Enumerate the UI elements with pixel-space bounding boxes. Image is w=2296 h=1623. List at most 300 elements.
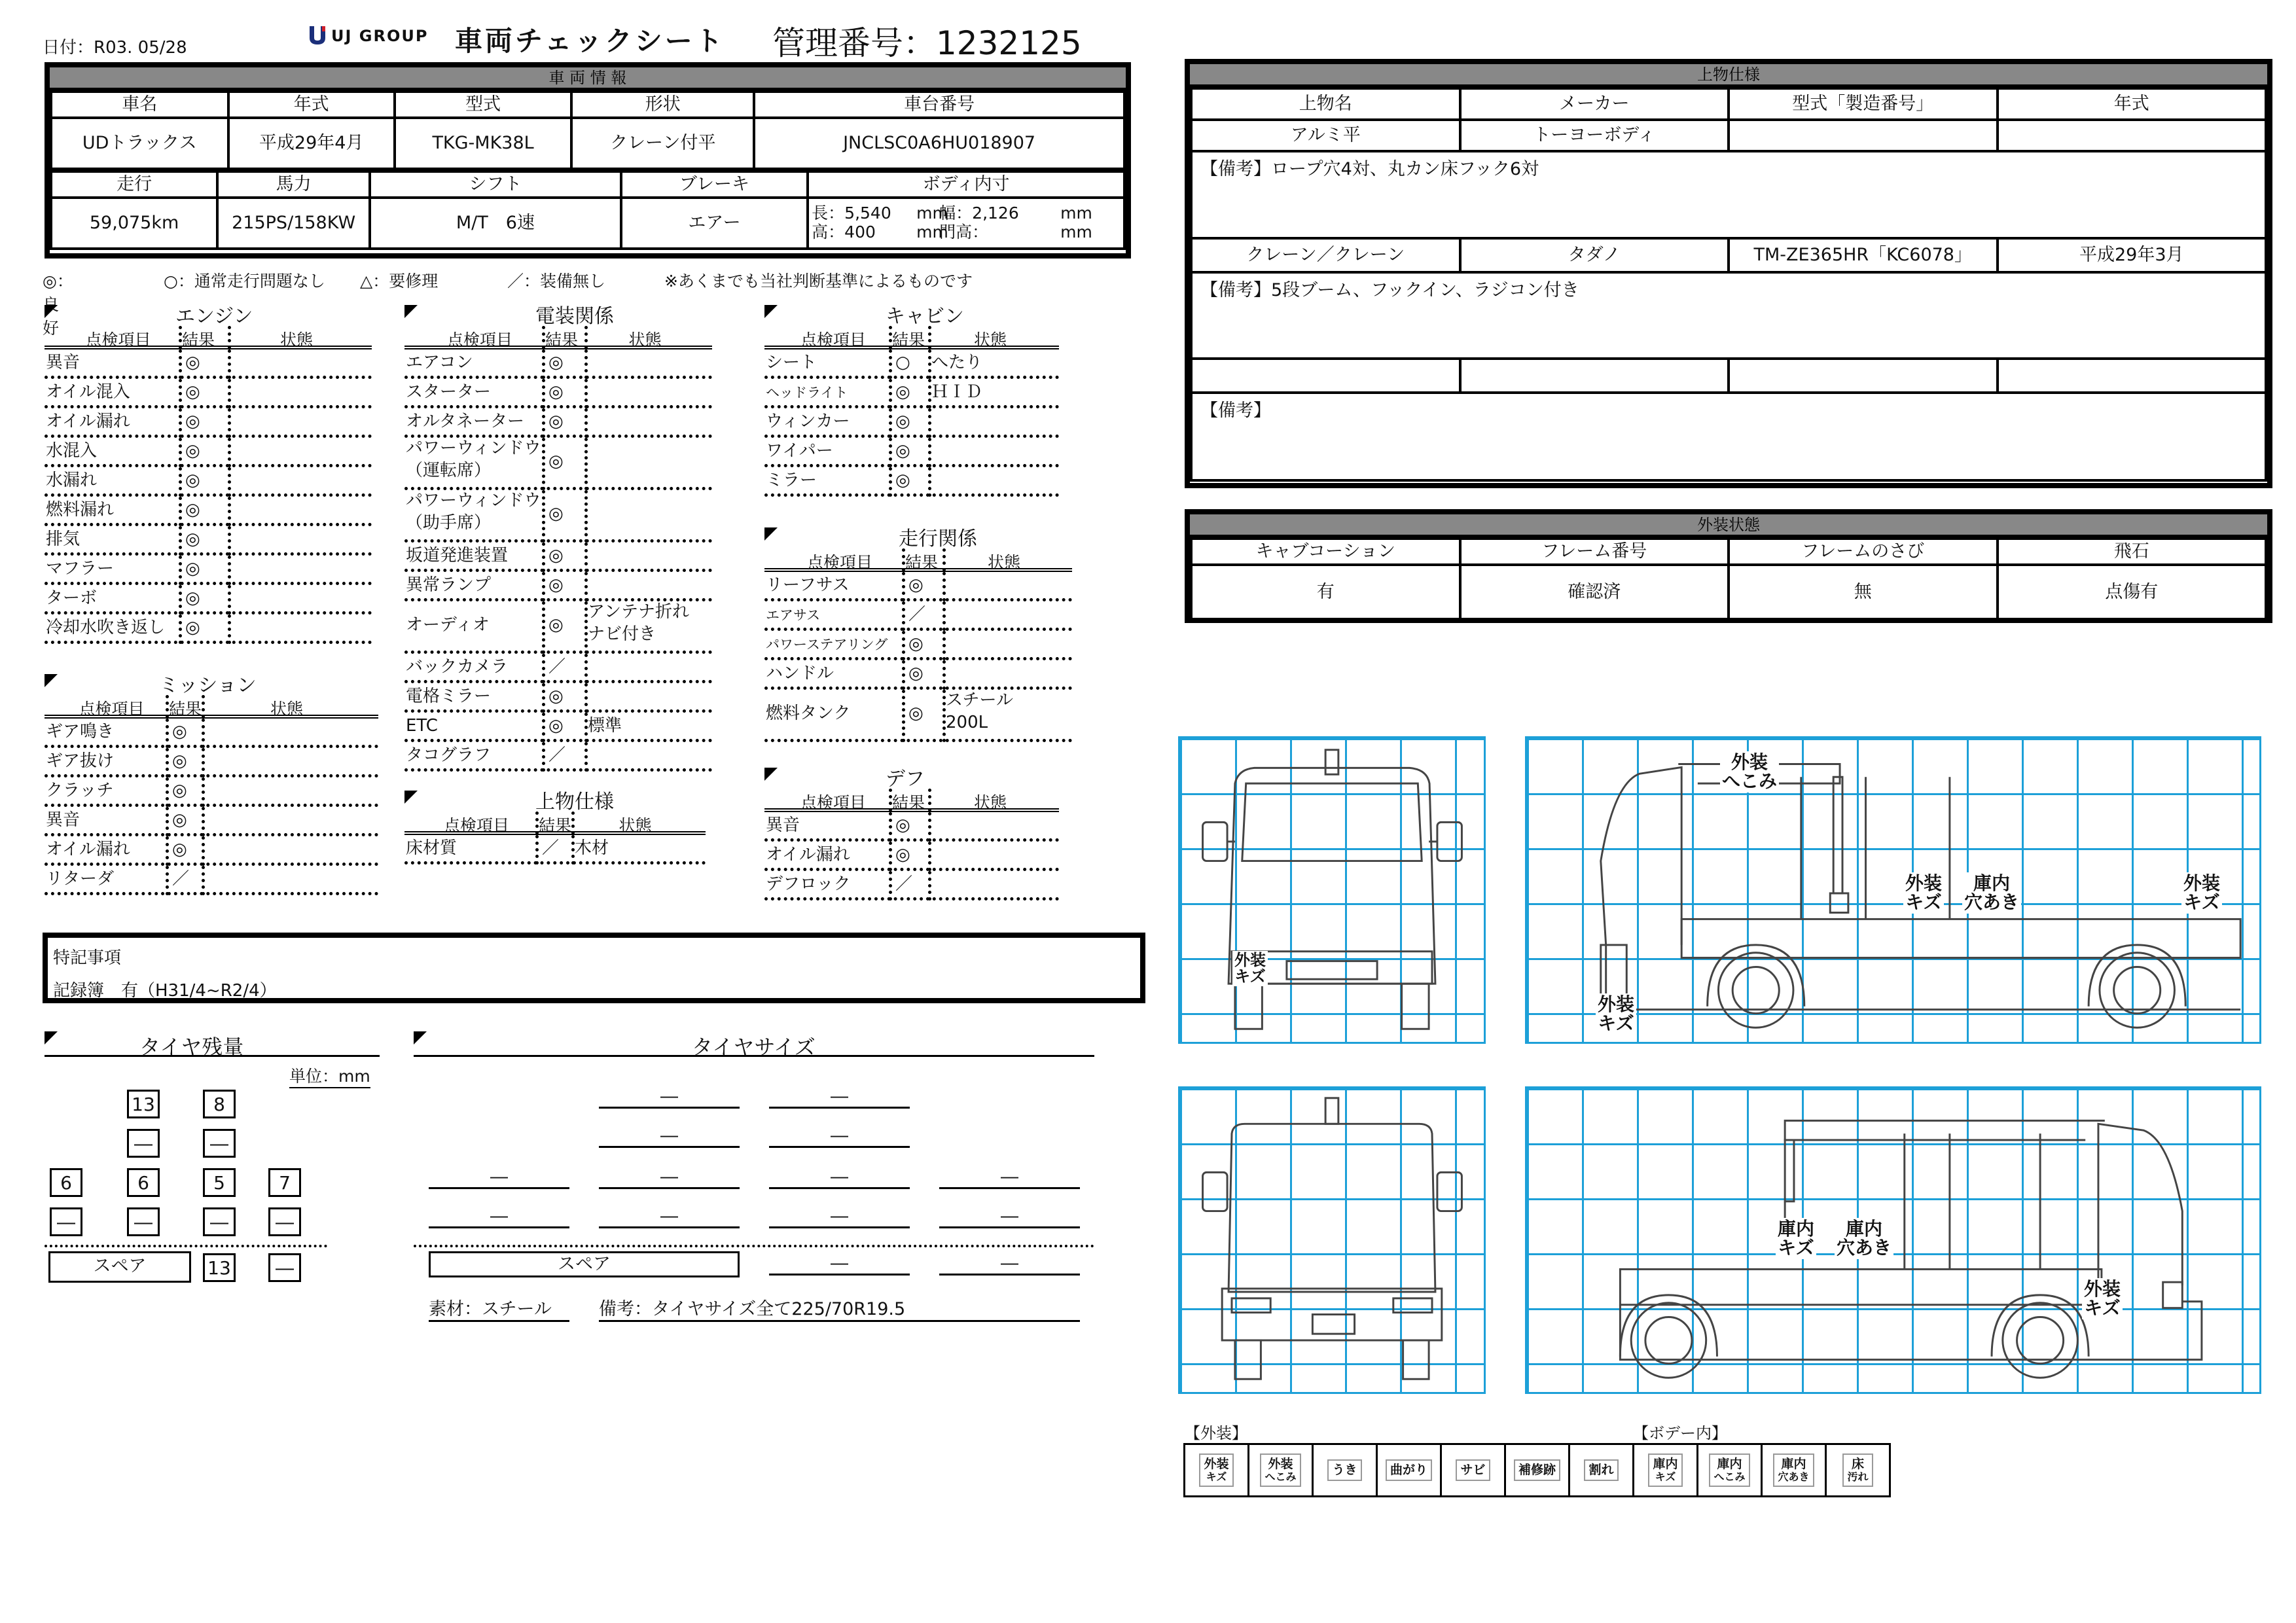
inspection-row bbox=[764, 601, 1072, 631]
item-name: 異音 bbox=[766, 815, 800, 835]
col-divider bbox=[889, 438, 892, 467]
item-name: ウィンカー bbox=[766, 412, 850, 431]
item-name: リーフサス bbox=[766, 575, 850, 595]
col-divider bbox=[584, 349, 588, 379]
item-result: ◎ bbox=[185, 618, 200, 637]
sheet-title: 車両チェックシート bbox=[455, 25, 725, 57]
inspection-row bbox=[764, 572, 1072, 601]
col-divider bbox=[542, 379, 545, 408]
mark-legend-badge bbox=[1648, 1454, 1682, 1486]
col-item: 点検項目 bbox=[79, 700, 145, 719]
diff-title: デフ bbox=[886, 768, 925, 791]
item-name: エアコン bbox=[406, 353, 473, 372]
dim-gate-unit: mm bbox=[1060, 223, 1092, 241]
mark-legend-cell bbox=[1249, 1444, 1313, 1497]
h-car-name: 車名 bbox=[51, 92, 228, 118]
diff-section bbox=[764, 762, 1059, 901]
item-result: ／ bbox=[895, 874, 913, 894]
item-result: ◎ bbox=[548, 382, 564, 402]
item-result: ◎ bbox=[895, 845, 910, 865]
item-result: ◎ bbox=[548, 615, 564, 635]
col-divider bbox=[902, 572, 905, 601]
mark-legend-badge bbox=[1842, 1454, 1873, 1486]
item-state: アンテナ折れ bbox=[588, 602, 689, 622]
mark-legend-subtext: 穴あき bbox=[1778, 1471, 1810, 1484]
tire-size-divider bbox=[414, 1245, 1094, 1247]
h-shape: 形状 bbox=[571, 92, 754, 118]
col-divider bbox=[928, 379, 931, 408]
mark-legend-cell bbox=[1185, 1444, 1249, 1497]
tire-unit: 単位：mm bbox=[289, 1063, 370, 1088]
col-divider bbox=[928, 871, 931, 901]
item-result: ◎ bbox=[172, 751, 187, 771]
inspection-row bbox=[764, 467, 1059, 497]
mission-title: ミッション bbox=[159, 674, 257, 697]
logo-text: UJ GROUP bbox=[331, 27, 429, 45]
item-result: ◎ bbox=[908, 634, 924, 654]
up-r2-name: クレーン／クレーン bbox=[1191, 238, 1460, 272]
up-h-name: 上物名 bbox=[1191, 88, 1460, 120]
tsize-r6: ― bbox=[599, 1206, 740, 1228]
section-marker-icon bbox=[764, 527, 778, 541]
item-name: 床材質 bbox=[406, 838, 457, 858]
col-divider bbox=[179, 408, 182, 438]
col-divider bbox=[902, 631, 905, 660]
col-divider bbox=[166, 748, 169, 777]
item-name: ギア鳴き bbox=[46, 722, 115, 741]
col-divider bbox=[942, 660, 946, 690]
col-divider bbox=[571, 835, 575, 865]
special-notes-text: 記録簿 有（H31/4~R2/4） bbox=[53, 981, 277, 1001]
uj-logo-icon bbox=[308, 25, 327, 47]
item-name: スターター bbox=[406, 382, 492, 402]
h-brake: ブレーキ bbox=[621, 171, 808, 198]
col-divider bbox=[889, 326, 892, 349]
col-divider bbox=[542, 326, 545, 349]
item-name: 異音 bbox=[46, 353, 81, 372]
col-divider bbox=[889, 349, 892, 379]
col-item: 点検項目 bbox=[444, 816, 510, 835]
mark-legend-badge bbox=[1199, 1454, 1233, 1486]
item-state: 木材 bbox=[575, 838, 609, 858]
item-name: タコグラフ bbox=[406, 745, 492, 765]
inspection-row bbox=[45, 807, 378, 836]
inspection-row bbox=[764, 349, 1059, 379]
col-state: 状態 bbox=[628, 330, 662, 349]
item-result: ◎ bbox=[908, 704, 924, 723]
mark-legend-text: 外装 bbox=[1268, 1457, 1293, 1472]
inspection-row bbox=[404, 379, 712, 408]
ext-v-cab: 有 bbox=[1191, 565, 1460, 620]
mark-left-scratch-3: 外装 キズ bbox=[1596, 993, 1636, 1035]
col-divider bbox=[202, 719, 205, 748]
tsize-r8: ― bbox=[939, 1206, 1080, 1228]
col-divider bbox=[584, 742, 588, 772]
tire-front-right: 8 bbox=[203, 1090, 236, 1118]
col-divider bbox=[202, 777, 205, 807]
item-result: ／ bbox=[548, 745, 566, 765]
col-divider bbox=[928, 349, 931, 379]
up-r3-name bbox=[1191, 359, 1460, 393]
item-name: マフラー bbox=[46, 559, 115, 579]
col-divider bbox=[166, 866, 169, 895]
inspection-row bbox=[404, 654, 712, 683]
col-divider bbox=[166, 719, 169, 748]
col-divider bbox=[166, 777, 169, 807]
mark-legend-cell bbox=[1570, 1444, 1634, 1497]
col-divider bbox=[584, 572, 588, 601]
tire-rear-1: 6 bbox=[50, 1168, 82, 1197]
col-divider bbox=[542, 543, 545, 572]
mark-legend-cell bbox=[1762, 1444, 1826, 1497]
col-state: 状態 bbox=[974, 793, 1007, 812]
col-divider bbox=[902, 601, 905, 631]
upper_small-title: 上物仕様 bbox=[535, 791, 614, 813]
section-marker-icon bbox=[414, 1031, 427, 1044]
h-body-dims: ボディ内寸 bbox=[808, 171, 1124, 198]
item-name: ワイパー bbox=[766, 441, 833, 461]
mark-legend-text: 曲がり bbox=[1390, 1463, 1427, 1478]
inspection-row bbox=[764, 408, 1059, 438]
item-name: パワーウィンドウ bbox=[406, 438, 541, 458]
item-name-sub: （運転席） bbox=[406, 461, 492, 480]
tire-front-right-2: ― bbox=[203, 1129, 236, 1158]
mark-legend-badge bbox=[1386, 1459, 1432, 1481]
item-state-sub: ナビ付き bbox=[588, 624, 656, 644]
inspection-row bbox=[764, 871, 1059, 901]
col-divider bbox=[179, 615, 182, 644]
item-result: ◎ bbox=[548, 575, 564, 595]
col-divider bbox=[228, 615, 231, 644]
col-divider bbox=[202, 695, 205, 718]
col-divider bbox=[584, 601, 588, 654]
electric-section bbox=[404, 300, 712, 772]
upper-spec-table bbox=[1185, 59, 2272, 488]
v-mileage: 59,075km bbox=[51, 198, 217, 249]
exterior-state-table bbox=[1185, 509, 2272, 623]
item-result: ◎ bbox=[185, 382, 200, 402]
col-item: 点検項目 bbox=[807, 553, 873, 572]
ext-h-frame-no: フレーム番号 bbox=[1460, 539, 1729, 565]
v-body-dims bbox=[808, 198, 1124, 249]
truck-rear-outline bbox=[1180, 1088, 1484, 1392]
inspection-row bbox=[764, 631, 1072, 660]
legend-body-label: 【ボデー内】 bbox=[1633, 1424, 1727, 1442]
mark-legend-subtext: へこみ bbox=[1265, 1471, 1297, 1484]
inspection-row bbox=[404, 349, 712, 379]
col-divider bbox=[166, 807, 169, 836]
tsize-fr: ― bbox=[769, 1086, 910, 1109]
item-name: オルタネーター bbox=[406, 412, 524, 431]
dim-height-unit: mm bbox=[916, 223, 948, 241]
inspection-row bbox=[45, 526, 372, 556]
item-result: ◎ bbox=[172, 810, 187, 830]
v-shape: クレーン付平 bbox=[571, 118, 754, 169]
item-name: オイル混入 bbox=[46, 382, 130, 402]
col-divider bbox=[535, 812, 539, 834]
mark-left-scratch-2: 外装 キズ bbox=[2181, 872, 2222, 914]
mark-legend-text: サビ bbox=[1460, 1463, 1486, 1478]
mark-left-dent: 外装 へこみ bbox=[1720, 751, 1779, 793]
item-name: ミラー bbox=[766, 471, 817, 490]
up-r1-model bbox=[1729, 120, 1998, 151]
section-marker-icon bbox=[404, 791, 418, 804]
engine-section bbox=[45, 300, 372, 644]
mark-legend-cell bbox=[1634, 1444, 1698, 1497]
item-result: ◎ bbox=[548, 687, 564, 706]
item-result: ◎ bbox=[185, 353, 200, 372]
col-divider bbox=[942, 631, 946, 660]
up-note-1: 【備考】ロープ穴4対、丸カン床フック6対 bbox=[1191, 151, 2266, 238]
col-divider bbox=[179, 556, 182, 585]
vehicle-info-heading: 車 両 情 報 bbox=[50, 67, 1126, 90]
item-result: ◎ bbox=[908, 664, 924, 683]
mark-legend-cell bbox=[1826, 1444, 1890, 1497]
tsize-fl: ― bbox=[599, 1086, 740, 1109]
mark-legend-badge bbox=[1456, 1459, 1490, 1481]
mark-legend-cell bbox=[1313, 1444, 1377, 1497]
right-side-view-grid bbox=[1525, 1086, 2261, 1394]
v-year: 平成29年4月 bbox=[228, 118, 395, 169]
col-divider bbox=[889, 408, 892, 438]
col-divider bbox=[902, 548, 905, 571]
col-divider bbox=[542, 490, 545, 543]
h-year: 年式 bbox=[228, 92, 395, 118]
col-divider bbox=[584, 713, 588, 742]
item-name: リターダ bbox=[46, 869, 115, 889]
upper-spec-heading: 上物仕様 bbox=[1190, 64, 2267, 87]
tsize-r5: ― bbox=[429, 1206, 569, 1228]
mark-left-scratch-1: 外装 キズ bbox=[1903, 872, 1944, 914]
legend-none: ／：装備無し bbox=[507, 272, 606, 291]
col-result: 結果 bbox=[545, 330, 579, 349]
tire-size-title: タイヤサイズ bbox=[692, 1035, 816, 1060]
item-name: シート bbox=[766, 353, 817, 372]
tsize-spare-2: ― bbox=[939, 1253, 1080, 1275]
inspection-row bbox=[45, 349, 372, 379]
electric-title: 電装関係 bbox=[535, 305, 614, 328]
h-model: 型式 bbox=[395, 92, 572, 118]
mark-legend-subtext: キズ bbox=[1655, 1471, 1676, 1484]
mark-legend-cell bbox=[1377, 1444, 1441, 1497]
col-item: 点検項目 bbox=[85, 330, 151, 349]
special-notes-title: 特記事項 bbox=[53, 948, 122, 968]
running-title: 走行関係 bbox=[899, 527, 977, 550]
item-name: 水漏れ bbox=[46, 471, 98, 490]
inspection-row bbox=[404, 713, 712, 742]
item-name: 異常ランプ bbox=[406, 575, 492, 595]
col-divider bbox=[228, 349, 231, 379]
cabin-section bbox=[764, 300, 1059, 497]
inspection-row bbox=[45, 719, 378, 748]
v-chassis: JNCLSC0A6HU018907 bbox=[754, 118, 1124, 169]
col-divider bbox=[928, 408, 931, 438]
mark-left-inside-hole: 庫内 穴あき bbox=[1962, 872, 2021, 914]
col-divider bbox=[202, 807, 205, 836]
item-result: ◎ bbox=[172, 722, 187, 741]
col-divider bbox=[542, 742, 545, 772]
col-divider bbox=[542, 683, 545, 713]
col-divider bbox=[179, 497, 182, 526]
item-name: ETC bbox=[406, 716, 438, 736]
col-divider bbox=[902, 690, 905, 742]
mark-legend-text: うき bbox=[1332, 1463, 1357, 1478]
tire-spare-label: スペア bbox=[48, 1251, 191, 1283]
col-divider bbox=[179, 438, 182, 467]
mark-legend-cell bbox=[1698, 1444, 1762, 1497]
col-divider bbox=[228, 408, 231, 438]
up-r3-model bbox=[1729, 359, 1998, 393]
tire-remaining-title: タイヤ残量 bbox=[139, 1035, 244, 1060]
tire-rear-7: ― bbox=[203, 1207, 236, 1236]
cabin-title: キャビン bbox=[886, 305, 964, 328]
mark-legend-badge bbox=[1327, 1459, 1361, 1481]
col-divider bbox=[942, 572, 946, 601]
item-name: 坂道発進装置 bbox=[406, 546, 509, 565]
inspection-row bbox=[45, 438, 372, 467]
col-divider bbox=[928, 812, 931, 842]
item-name: パワーステアリング bbox=[766, 637, 888, 652]
item-name: オーディオ bbox=[406, 615, 490, 635]
mark-legend-subtext: 汚れ bbox=[1847, 1471, 1869, 1484]
col-item: 点検項目 bbox=[447, 330, 513, 349]
col-divider bbox=[928, 467, 931, 497]
item-name: オイル漏れ bbox=[46, 412, 130, 431]
item-result: ◎ bbox=[548, 353, 564, 372]
col-divider bbox=[889, 379, 892, 408]
dim-width: 幅：2,126 bbox=[939, 204, 1019, 223]
mark-right-inside-hole: 庫内 穴あき bbox=[1835, 1218, 1893, 1259]
tire-remaining-heading bbox=[45, 1031, 380, 1060]
v-shift: M/T 6速 bbox=[370, 198, 621, 249]
col-divider bbox=[584, 654, 588, 683]
tsize-spare-1: ― bbox=[769, 1253, 910, 1275]
item-name: ハンドル bbox=[766, 664, 834, 683]
col-divider bbox=[584, 379, 588, 408]
mark-legend-badge bbox=[1709, 1454, 1749, 1486]
tire-size-spare-label: スペア bbox=[429, 1251, 740, 1277]
tire-rear-5: ― bbox=[50, 1207, 82, 1236]
item-name-sub: （助手席） bbox=[406, 513, 492, 533]
mark-legend-cell bbox=[1441, 1444, 1505, 1497]
vehicle-info-table bbox=[45, 62, 1131, 259]
h-mileage: 走行 bbox=[51, 171, 217, 198]
item-name: 燃料タンク bbox=[766, 704, 851, 723]
tsize-r1: ― bbox=[429, 1167, 569, 1189]
section-marker-icon bbox=[764, 305, 778, 318]
tire-front-left: 13 bbox=[127, 1090, 160, 1118]
item-result: ◎ bbox=[172, 781, 187, 800]
tire-rear-4: 7 bbox=[268, 1168, 301, 1197]
item-state: ＨＩＤ bbox=[931, 382, 983, 402]
col-divider bbox=[179, 585, 182, 615]
col-state: 状態 bbox=[280, 330, 314, 349]
mission-section bbox=[45, 669, 378, 895]
col-divider bbox=[228, 467, 231, 497]
col-divider bbox=[584, 408, 588, 438]
inspection-row bbox=[45, 748, 378, 777]
item-result: ◎ bbox=[895, 382, 910, 402]
running-section bbox=[764, 522, 1072, 742]
mark-legend-text: 割れ bbox=[1588, 1463, 1614, 1478]
v-power: 215PS/158KW bbox=[217, 198, 370, 249]
legend-ok: ○：通常走行問題なし bbox=[164, 272, 325, 291]
dim-height: 高：400 bbox=[812, 223, 876, 241]
mark-legend-text: 庫内 bbox=[1717, 1457, 1742, 1472]
item-result: ◎ bbox=[185, 588, 200, 608]
dim-length-unit: mm bbox=[916, 204, 948, 223]
col-state: 状態 bbox=[270, 700, 304, 719]
col-divider bbox=[584, 326, 588, 349]
item-result: ◎ bbox=[895, 441, 910, 461]
item-result: ◎ bbox=[548, 716, 564, 736]
mark-legend-text: 庫内 bbox=[1781, 1457, 1806, 1472]
item-result: ／ bbox=[542, 838, 560, 858]
col-divider bbox=[179, 379, 182, 408]
item-name: 冷却水吹き返し bbox=[46, 618, 166, 637]
tire-front-left-2: ― bbox=[127, 1129, 160, 1158]
inspection-row bbox=[404, 572, 712, 601]
col-divider bbox=[942, 601, 946, 631]
legend-repair: △：要修理 bbox=[360, 272, 439, 291]
dim-width-unit: mm bbox=[1060, 204, 1092, 223]
inspection-row bbox=[404, 742, 712, 772]
mark-legend-badge bbox=[1773, 1454, 1814, 1486]
col-divider bbox=[571, 812, 575, 834]
mark-legend-table bbox=[1183, 1443, 1891, 1497]
item-name: オイル漏れ bbox=[46, 840, 130, 859]
item-name: ターボ bbox=[46, 588, 98, 608]
inspection-row bbox=[45, 777, 378, 807]
left-side-view-grid bbox=[1525, 736, 2261, 1044]
col-divider bbox=[942, 548, 946, 571]
truck-front-outline bbox=[1180, 738, 1484, 1042]
legend-ext-label: 【外装】 bbox=[1185, 1424, 1247, 1442]
col-divider bbox=[542, 572, 545, 601]
inspection-row bbox=[764, 438, 1059, 467]
ext-h-cab: キャブコーション bbox=[1191, 539, 1460, 565]
inspection-row bbox=[764, 379, 1059, 408]
inspection-row bbox=[45, 615, 372, 644]
inspection-row bbox=[404, 543, 712, 572]
tire-size-note: 備考：タイヤサイズ全て225/70R19.5 bbox=[599, 1294, 1080, 1322]
mark-right-scratch: 外装 キズ bbox=[2082, 1278, 2123, 1319]
col-divider bbox=[889, 842, 892, 871]
inspection-row bbox=[45, 408, 372, 438]
col-divider bbox=[202, 748, 205, 777]
col-result: 結果 bbox=[905, 553, 939, 572]
item-name: エアサス bbox=[766, 607, 821, 623]
front-view-grid bbox=[1178, 736, 1486, 1044]
inspection-row bbox=[764, 842, 1059, 871]
col-divider bbox=[179, 349, 182, 379]
tire-rear-8: ― bbox=[268, 1207, 301, 1236]
item-result: ／ bbox=[908, 605, 926, 624]
item-result: ◎ bbox=[548, 546, 564, 565]
col-divider bbox=[166, 695, 169, 718]
section-marker-icon bbox=[404, 305, 418, 318]
legend-note: ※あくまでも当社判断基準によるものです bbox=[664, 272, 973, 291]
col-divider bbox=[228, 556, 231, 585]
col-divider bbox=[928, 326, 931, 349]
rear-view-grid bbox=[1178, 1086, 1486, 1394]
up-r2-maker: タダノ bbox=[1460, 238, 1729, 272]
section-marker-icon bbox=[45, 1031, 58, 1044]
mark-legend-badge bbox=[1260, 1454, 1300, 1486]
section-marker-icon bbox=[764, 768, 778, 781]
item-result: ◎ bbox=[895, 412, 910, 431]
inspection-row bbox=[45, 836, 378, 866]
